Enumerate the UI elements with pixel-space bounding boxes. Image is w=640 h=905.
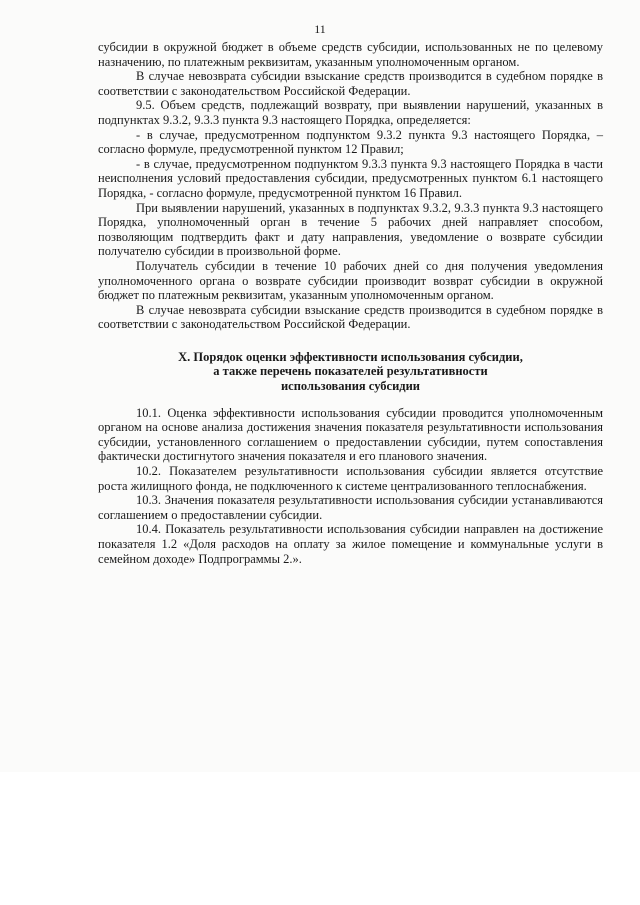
paragraph: 10.4. Показатель результативности использования субсидии направлен на достижение показателя 1.2 «Доля расходов на оплату за жилое помещение и коммунальные услуги в семейном доходе» Подпрограммы 2.».: [98, 522, 603, 566]
paragraph: 10.3. Значения показателя результативности использования субсидии устанавливаются соглашением о предоставлении субсидии.: [98, 493, 603, 522]
paragraph: В случае невозврата субсидии взыскание средств производится в судебном порядке в соответствии с законодательством Российской Федерации.: [98, 69, 603, 98]
blank-scan-area: [0, 772, 640, 905]
page-number: 11: [314, 22, 326, 36]
paragraph: субсидии в окружной бюджет в объеме средств субсидии, использованных не по целевому назначению, по платежным реквизитам, указанным уполномоченным органом.: [98, 40, 603, 69]
paragraph: - в случае, предусмотренном подпунктом 9.3.3 пункта 9.3 настоящего Порядка в части неисполнения условий предоставления субсидии, предусмотренных пунктом 6.1 настоящего Порядка, - согласно формуле, предусмотренной пунктом 16 Правил.: [98, 156, 603, 200]
paragraph: 10.2. Показателем результативности использования субсидии является отсутствие роста жилищного фонда, не подключенного к системе централизованного теплоснабжения.: [98, 464, 603, 493]
document-body: [98, 40, 603, 566]
section-title-line: X. Порядок оценки эффективности использования субсидии,: [178, 349, 523, 364]
paragraph: При выявлении нарушений, указанных в подпунктах 9.3.2, 9.3.3 пункта 9.3 настоящего Порядка, уполномоченный орган в течение 5 рабочих дней направляет способом, позволяющим подтвердить факт и дату направления, уведомление о возврате субсидии получателю субсидии в произвольной форме.: [98, 200, 603, 259]
section-title: [98, 350, 603, 394]
paragraph: В случае невозврата субсидии взыскание средств производится в судебном порядке в соответствии с законодательством Российской Федерации.: [98, 302, 603, 332]
paragraph: 9.5. Объем средств, подлежащий возврату, при выявлении нарушений, указанных в подпунктах 9.3.2, 9.3.3 пункта 9.3 настоящего Порядка, определяется:: [98, 98, 603, 127]
paragraph: - в случае, предусмотренном подпунктом 9.3.2 пункта 9.3 настоящего Порядка, – согласно формуле, предусмотренной пунктом 12 Правил;: [98, 127, 603, 157]
paragraph: Получатель субсидии в течение 10 рабочих дней со дня получения уведомления уполномоченного органа о возврате субсидии производит возврат субсидии в окружной бюджет по платежным реквизитам, указанным уполномоченным органом.: [98, 258, 603, 303]
paragraph: 10.1. Оценка эффективности использования субсидии проводится уполномоченным органом на основе анализа достижения значения показателя результативности использования субсидии, установленного соглашением о предоставлении субсидии, путем сопоставления фактически достигнутого значения показателя и его планового значения.: [98, 405, 603, 464]
section-title-line: использования субсидии: [280, 379, 421, 394]
section-title-line: а также перечень показателей результативности: [213, 364, 488, 379]
